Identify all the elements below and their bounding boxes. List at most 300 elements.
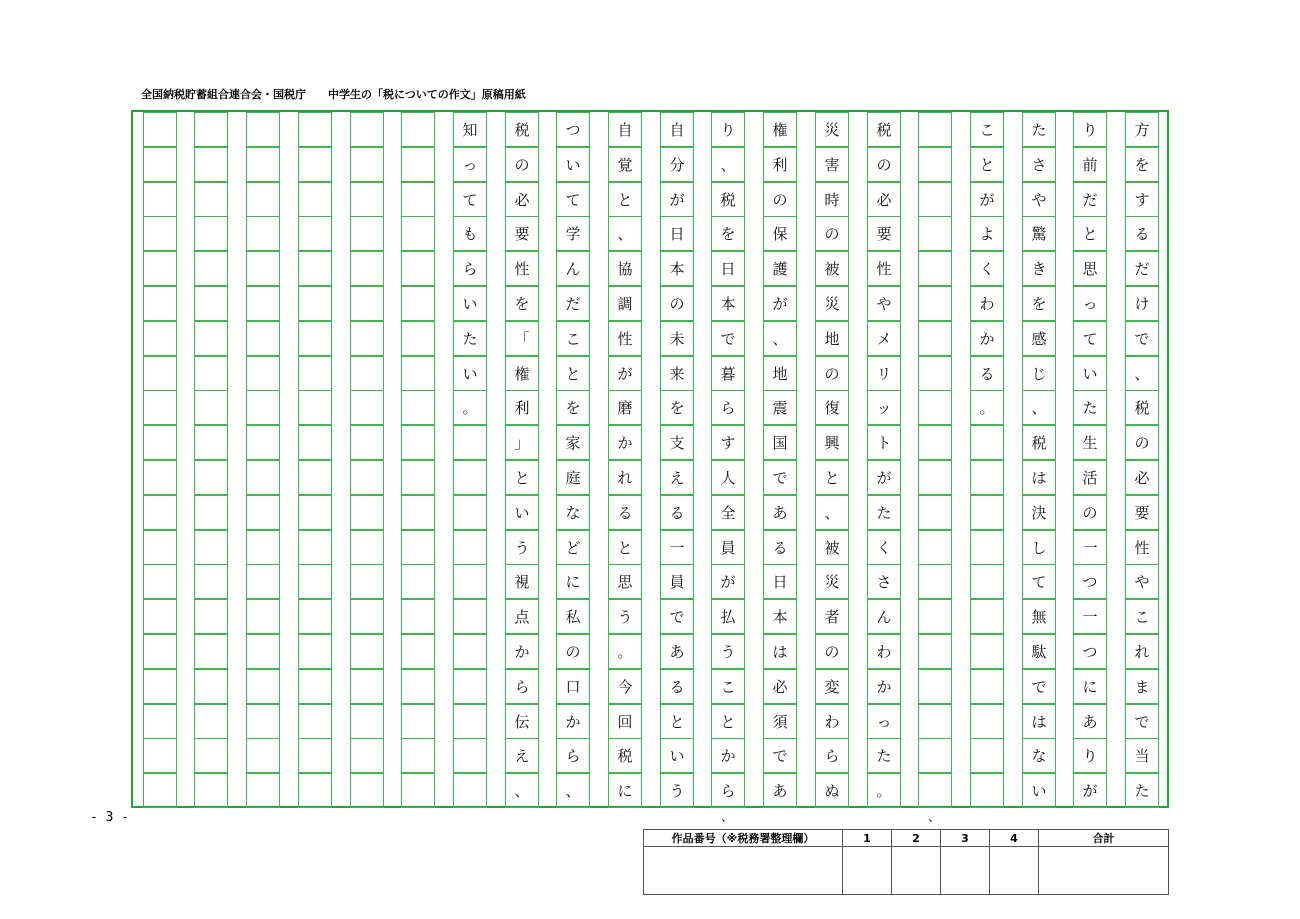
- manuscript-cell: [401, 321, 435, 356]
- manuscript-cell: だ: [1125, 251, 1159, 286]
- manuscript-cell: 思: [608, 564, 642, 599]
- manuscript-cell: 、: [1022, 390, 1056, 425]
- manuscript-cell: [298, 634, 332, 669]
- manuscript-cell: ん: [556, 251, 590, 286]
- manuscript-cell: が: [763, 286, 797, 321]
- manuscript-cell: [401, 564, 435, 599]
- manuscript-cell: [143, 182, 177, 217]
- manuscript-cell: [918, 495, 952, 530]
- manuscript-cell: [298, 530, 332, 565]
- manuscript-cell: 無: [1022, 599, 1056, 634]
- manuscript-cell: か: [505, 634, 539, 669]
- manuscript-cell: [350, 286, 384, 321]
- manuscript-cell: [143, 704, 177, 739]
- manuscript-cell: わ: [815, 704, 849, 739]
- manuscript-cell: [401, 356, 435, 391]
- manuscript-cell: く: [867, 530, 901, 565]
- manuscript-cell: 税: [711, 182, 745, 217]
- manuscript-cell: 震: [763, 390, 797, 425]
- manuscript-cell: [194, 182, 228, 217]
- manuscript-cell: [246, 599, 280, 634]
- manuscript-cell: が: [608, 356, 642, 391]
- manuscript-cell: [246, 669, 280, 704]
- manuscript-cell: [298, 147, 332, 182]
- manuscript-cell: っ: [1073, 286, 1107, 321]
- manuscript-cell: す: [711, 425, 745, 460]
- manuscript-cell: ら: [505, 669, 539, 704]
- manuscript-cell: 被: [815, 530, 849, 565]
- manuscript-cell: だ: [1073, 182, 1107, 217]
- manuscript-cell: や: [1125, 564, 1159, 599]
- manuscript-cell: [350, 182, 384, 217]
- manuscript-cell: リ: [867, 356, 901, 391]
- manuscript-cell: 「: [505, 321, 539, 356]
- manuscript-cell: を: [1022, 286, 1056, 321]
- manuscript-cell: っ: [867, 704, 901, 739]
- manuscript-cell: [918, 112, 952, 147]
- manuscript-cell: [970, 773, 1004, 808]
- total-cell[interactable]: [1038, 847, 1168, 895]
- manuscript-cell: [401, 704, 435, 739]
- manuscript-cell: 必: [505, 182, 539, 217]
- manuscript-cell: て: [1073, 321, 1107, 356]
- manuscript-cell: [194, 321, 228, 356]
- manuscript-cell: ん: [867, 599, 901, 634]
- manuscript-cell: か: [867, 669, 901, 704]
- manuscript-cell: [970, 425, 1004, 460]
- manuscript-cell: 性: [1125, 530, 1159, 565]
- manuscript-cell: [918, 773, 952, 808]
- manuscript-cell: [350, 251, 384, 286]
- manuscript-cell: [246, 286, 280, 321]
- work-number-cell[interactable]: [644, 847, 843, 895]
- manuscript-cell: 要: [1125, 495, 1159, 530]
- manuscript-cell: 復: [815, 390, 849, 425]
- score-cell-3[interactable]: [940, 847, 989, 895]
- manuscript-cell: [401, 251, 435, 286]
- manuscript-cell: [143, 738, 177, 773]
- manuscript-cell: き: [1022, 251, 1056, 286]
- manuscript-cell: で: [1125, 321, 1159, 356]
- manuscript-cell: [298, 112, 332, 147]
- manuscript-cell: は: [1022, 704, 1056, 739]
- manuscript-cell: 、: [711, 147, 745, 182]
- manuscript-cell: [298, 286, 332, 321]
- page-number: - 3 -: [90, 810, 130, 825]
- manuscript-cell: 前: [1073, 147, 1107, 182]
- manuscript-column: [1022, 112, 1056, 808]
- manuscript-cell: [453, 634, 487, 669]
- manuscript-cell: か: [970, 321, 1004, 356]
- manuscript-cell: [970, 634, 1004, 669]
- manuscript-cell: [350, 634, 384, 669]
- manuscript-cell: 分: [660, 147, 694, 182]
- manuscript-cell: り: [1073, 738, 1107, 773]
- manuscript-cell: て: [1022, 564, 1056, 599]
- manuscript-cell: の: [815, 634, 849, 669]
- manuscript-cell: 協: [608, 251, 642, 286]
- manuscript-cell: [143, 530, 177, 565]
- manuscript-cell: [918, 147, 952, 182]
- manuscript-cell: い: [660, 738, 694, 773]
- manuscript-cell: [143, 669, 177, 704]
- manuscript-cell: 人: [711, 460, 745, 495]
- manuscript-cell: う: [505, 530, 539, 565]
- manuscript-cell: [298, 390, 332, 425]
- manuscript-cell: [298, 425, 332, 460]
- manuscript-cell: 庭: [556, 460, 590, 495]
- manuscript-cell: [194, 773, 228, 808]
- form-header: [141, 86, 526, 102]
- manuscript-cell: [194, 738, 228, 773]
- manuscript-cell: [970, 530, 1004, 565]
- manuscript-cell: た: [1022, 112, 1056, 147]
- manuscript-cell: [918, 599, 952, 634]
- manuscript-cell: 員: [711, 530, 745, 565]
- manuscript-cell: だ: [556, 286, 590, 321]
- manuscript-column: [815, 112, 849, 808]
- manuscript-cell: の: [505, 147, 539, 182]
- manuscript-cell: [246, 425, 280, 460]
- manuscript-cell: [246, 564, 280, 599]
- manuscript-cell: あ: [1073, 704, 1107, 739]
- manuscript-cell: と: [815, 460, 849, 495]
- manuscript-cell: [298, 564, 332, 599]
- manuscript-cell: わ: [970, 286, 1004, 321]
- manuscript-cell: ッ: [867, 390, 901, 425]
- manuscript-cell: [143, 564, 177, 599]
- manuscript-cell: あ: [763, 495, 797, 530]
- manuscript-cell: さ: [1022, 147, 1056, 182]
- manuscript-cell: い: [453, 286, 487, 321]
- manuscript-cell: い: [1073, 356, 1107, 391]
- score-header-3: 3: [940, 830, 989, 847]
- manuscript-cell: こ: [556, 321, 590, 356]
- manuscript-cell: る: [970, 356, 1004, 391]
- manuscript-cell: [194, 669, 228, 704]
- overflow-punctuation: 、: [928, 810, 941, 824]
- manuscript-cell: [298, 321, 332, 356]
- manuscript-cell: た: [1125, 773, 1159, 808]
- manuscript-cell: と: [608, 530, 642, 565]
- manuscript-cell: て: [556, 182, 590, 217]
- manuscript-cell: を: [1125, 147, 1159, 182]
- manuscript-cell: [143, 147, 177, 182]
- manuscript-cell: く: [970, 251, 1004, 286]
- manuscript-cell: 、: [505, 773, 539, 808]
- manuscript-cell: [246, 112, 280, 147]
- manuscript-cell: [401, 390, 435, 425]
- manuscript-cell: 災: [815, 286, 849, 321]
- manuscript-cell: [246, 495, 280, 530]
- manuscript-cell: 災: [815, 564, 849, 599]
- manuscript-cell: [194, 564, 228, 599]
- score-cell-1[interactable]: [843, 847, 892, 895]
- manuscript-cell: [143, 495, 177, 530]
- manuscript-cell: か: [711, 738, 745, 773]
- manuscript-cell: 口: [556, 669, 590, 704]
- manuscript-cell: [143, 356, 177, 391]
- manuscript-cell: を: [711, 216, 745, 251]
- manuscript-cell: や: [867, 286, 901, 321]
- manuscript-cell: わ: [867, 634, 901, 669]
- manuscript-cell: [143, 321, 177, 356]
- manuscript-cell: [970, 704, 1004, 739]
- manuscript-cell: と: [711, 704, 745, 739]
- manuscript-cell: [350, 112, 384, 147]
- manuscript-cell: [194, 356, 228, 391]
- manuscript-column: [711, 112, 745, 808]
- manuscript-cell: [298, 251, 332, 286]
- manuscript-cell: [194, 425, 228, 460]
- manuscript-cell: あ: [660, 634, 694, 669]
- manuscript-cell: な: [556, 495, 590, 530]
- manuscript-cell: す: [1125, 182, 1159, 217]
- manuscript-cell: [194, 530, 228, 565]
- manuscript-cell: う: [711, 634, 745, 669]
- manuscript-cell: 払: [711, 599, 745, 634]
- manuscript-cell: [453, 460, 487, 495]
- manuscript-cell: 国: [763, 425, 797, 460]
- manuscript-cell: る: [1125, 216, 1159, 251]
- manuscript-cell: の: [815, 216, 849, 251]
- manuscript-cell: り: [711, 112, 745, 147]
- manuscript-cell: い: [453, 356, 487, 391]
- manuscript-cell: [298, 460, 332, 495]
- manuscript-cell: 、: [556, 773, 590, 808]
- manuscript-cell: [298, 738, 332, 773]
- manuscript-cell: [194, 112, 228, 147]
- manuscript-cell: と: [556, 356, 590, 391]
- manuscript-cell: 護: [763, 251, 797, 286]
- manuscript-cell: る: [660, 495, 694, 530]
- manuscript-cell: 視: [505, 564, 539, 599]
- manuscript-cell: か: [556, 704, 590, 739]
- manuscript-cell: に: [608, 773, 642, 808]
- manuscript-cell: な: [1022, 738, 1056, 773]
- manuscript-cell: [970, 460, 1004, 495]
- manuscript-cell: い: [505, 495, 539, 530]
- manuscript-cell: 日: [660, 216, 694, 251]
- manuscript-cell: け: [1125, 286, 1159, 321]
- manuscript-cell: [401, 147, 435, 182]
- manuscript-cell: [453, 704, 487, 739]
- manuscript-column: [401, 112, 435, 808]
- manuscript-cell: 駄: [1022, 634, 1056, 669]
- manuscript-cell: [246, 704, 280, 739]
- manuscript-cell: [970, 495, 1004, 530]
- score-table: [643, 829, 1169, 895]
- score-cell-2[interactable]: [891, 847, 940, 895]
- organization-name: 全国納税貯蓄組合連合会・国税庁: [141, 88, 306, 101]
- manuscript-cell: [453, 773, 487, 808]
- manuscript-cell: れ: [1125, 634, 1159, 669]
- manuscript-cell: [401, 112, 435, 147]
- manuscript-cell: [143, 112, 177, 147]
- manuscript-cell: に: [1073, 669, 1107, 704]
- manuscript-cell: 性: [505, 251, 539, 286]
- manuscript-cell: [401, 669, 435, 704]
- manuscript-cell: [401, 599, 435, 634]
- manuscript-cell: 興: [815, 425, 849, 460]
- manuscript-cell: と: [970, 147, 1004, 182]
- manuscript-cell: 必: [867, 182, 901, 217]
- manuscript-cell: 必: [763, 669, 797, 704]
- manuscript-cell: [918, 390, 952, 425]
- manuscript-cell: が: [970, 182, 1004, 217]
- manuscript-cell: [350, 599, 384, 634]
- manuscript-cell: は: [763, 634, 797, 669]
- manuscript-cell: 要: [867, 216, 901, 251]
- manuscript-cell: [350, 704, 384, 739]
- manuscript-column: [867, 112, 901, 808]
- manuscript-cell: ら: [453, 251, 487, 286]
- manuscript-cell: 税: [867, 112, 901, 147]
- manuscript-cell: 知: [453, 112, 487, 147]
- manuscript-cell: を: [505, 286, 539, 321]
- manuscript-column: [246, 112, 280, 808]
- manuscript-cell: [350, 147, 384, 182]
- manuscript-cell: [143, 425, 177, 460]
- manuscript-cell: で: [1125, 704, 1159, 739]
- manuscript-cell: 回: [608, 704, 642, 739]
- manuscript-cell: [401, 216, 435, 251]
- manuscript-cell: え: [505, 738, 539, 773]
- manuscript-cell: を: [660, 390, 694, 425]
- manuscript-cell: た: [453, 321, 487, 356]
- manuscript-cell: [453, 738, 487, 773]
- work-number-header: 作品番号（※税務署整理欄）: [644, 830, 843, 847]
- manuscript-column: [143, 112, 177, 808]
- manuscript-cell: [918, 634, 952, 669]
- manuscript-cell: [194, 634, 228, 669]
- manuscript-cell: [401, 634, 435, 669]
- manuscript-cell: [298, 356, 332, 391]
- manuscript-cell: と: [608, 182, 642, 217]
- manuscript-cell: る: [763, 530, 797, 565]
- manuscript-cell: [401, 425, 435, 460]
- manuscript-cell: [298, 495, 332, 530]
- manuscript-cell: [918, 669, 952, 704]
- manuscript-cell: 税: [1125, 390, 1159, 425]
- manuscript-cell: 自: [608, 112, 642, 147]
- manuscript-cell: 本: [763, 599, 797, 634]
- manuscript-cell: が: [660, 182, 694, 217]
- manuscript-cell: 税: [608, 738, 642, 773]
- manuscript-cell: 権: [763, 112, 797, 147]
- manuscript-cell: 日: [711, 251, 745, 286]
- manuscript-cell: 伝: [505, 704, 539, 739]
- manuscript-cell: に: [556, 564, 590, 599]
- manuscript-cell: [350, 216, 384, 251]
- manuscript-column: [505, 112, 539, 808]
- manuscript-cell: [350, 530, 384, 565]
- manuscript-cell: い: [556, 147, 590, 182]
- manuscript-cell: う: [660, 773, 694, 808]
- manuscript-cell: つ: [556, 112, 590, 147]
- manuscript-cell: [453, 669, 487, 704]
- manuscript-cell: [350, 425, 384, 460]
- manuscript-cell: っ: [453, 147, 487, 182]
- manuscript-cell: が: [1073, 773, 1107, 808]
- manuscript-cell: と: [660, 704, 694, 739]
- manuscript-cell: 全: [711, 495, 745, 530]
- form-title: 中学生の「税についての作文」原稿用紙: [328, 88, 526, 101]
- manuscript-column: [763, 112, 797, 808]
- manuscript-column: [194, 112, 228, 808]
- manuscript-cell: 害: [815, 147, 849, 182]
- manuscript-cell: と: [1073, 216, 1107, 251]
- manuscript-cell: 日: [763, 564, 797, 599]
- manuscript-cell: 災: [815, 112, 849, 147]
- manuscript-cell: [918, 460, 952, 495]
- manuscript-cell: 未: [660, 321, 694, 356]
- manuscript-cell: [350, 390, 384, 425]
- manuscript-cell: [970, 564, 1004, 599]
- manuscript-cell: 暮: [711, 356, 745, 391]
- manuscript-cell: 一: [1073, 530, 1107, 565]
- manuscript-cell: 。: [608, 634, 642, 669]
- manuscript-cell: [246, 773, 280, 808]
- manuscript-cell: 税: [1022, 425, 1056, 460]
- manuscript-cell: [246, 634, 280, 669]
- manuscript-column: [453, 112, 487, 808]
- manuscript-cell: [143, 390, 177, 425]
- manuscript-cell: か: [608, 425, 642, 460]
- manuscript-cell: [246, 147, 280, 182]
- manuscript-cell: り: [1073, 112, 1107, 147]
- manuscript-cell: ら: [556, 738, 590, 773]
- manuscript-cell: [350, 738, 384, 773]
- manuscript-cell: [194, 390, 228, 425]
- manuscript-cell: こ: [1125, 599, 1159, 634]
- manuscript-cell: ら: [711, 773, 745, 808]
- manuscript-cell: [350, 773, 384, 808]
- manuscript-cell: 一: [660, 530, 694, 565]
- manuscript-cell: た: [867, 495, 901, 530]
- manuscript-cell: [298, 669, 332, 704]
- manuscript-cell: 生: [1073, 425, 1107, 460]
- manuscript-cell: [918, 425, 952, 460]
- manuscript-cell: [143, 251, 177, 286]
- manuscript-cell: 必: [1125, 460, 1159, 495]
- manuscript-cell: 利: [763, 147, 797, 182]
- manuscript-cell: さ: [867, 564, 901, 599]
- manuscript-cell: 」: [505, 425, 539, 460]
- manuscript-cell: 。: [453, 390, 487, 425]
- manuscript-column: [298, 112, 332, 808]
- manuscript-column: [918, 112, 952, 808]
- score-cell-4[interactable]: [989, 847, 1038, 895]
- manuscript-cell: [143, 773, 177, 808]
- manuscript-cell: [298, 599, 332, 634]
- manuscript-cell: [918, 216, 952, 251]
- manuscript-column: [1125, 112, 1159, 808]
- manuscript-cell: [918, 251, 952, 286]
- manuscript-cell: 、: [608, 216, 642, 251]
- manuscript-cell: で: [763, 460, 797, 495]
- manuscript-cell: [298, 182, 332, 217]
- manuscript-cell: 利: [505, 390, 539, 425]
- manuscript-cell: [246, 530, 280, 565]
- manuscript-cell: [194, 286, 228, 321]
- manuscript-cell: が: [711, 564, 745, 599]
- manuscript-cell: 本: [711, 286, 745, 321]
- overflow-punctuation: 、: [721, 810, 734, 824]
- manuscript-cell: 感: [1022, 321, 1056, 356]
- manuscript-cell: も: [453, 216, 487, 251]
- manuscript-cell: [401, 460, 435, 495]
